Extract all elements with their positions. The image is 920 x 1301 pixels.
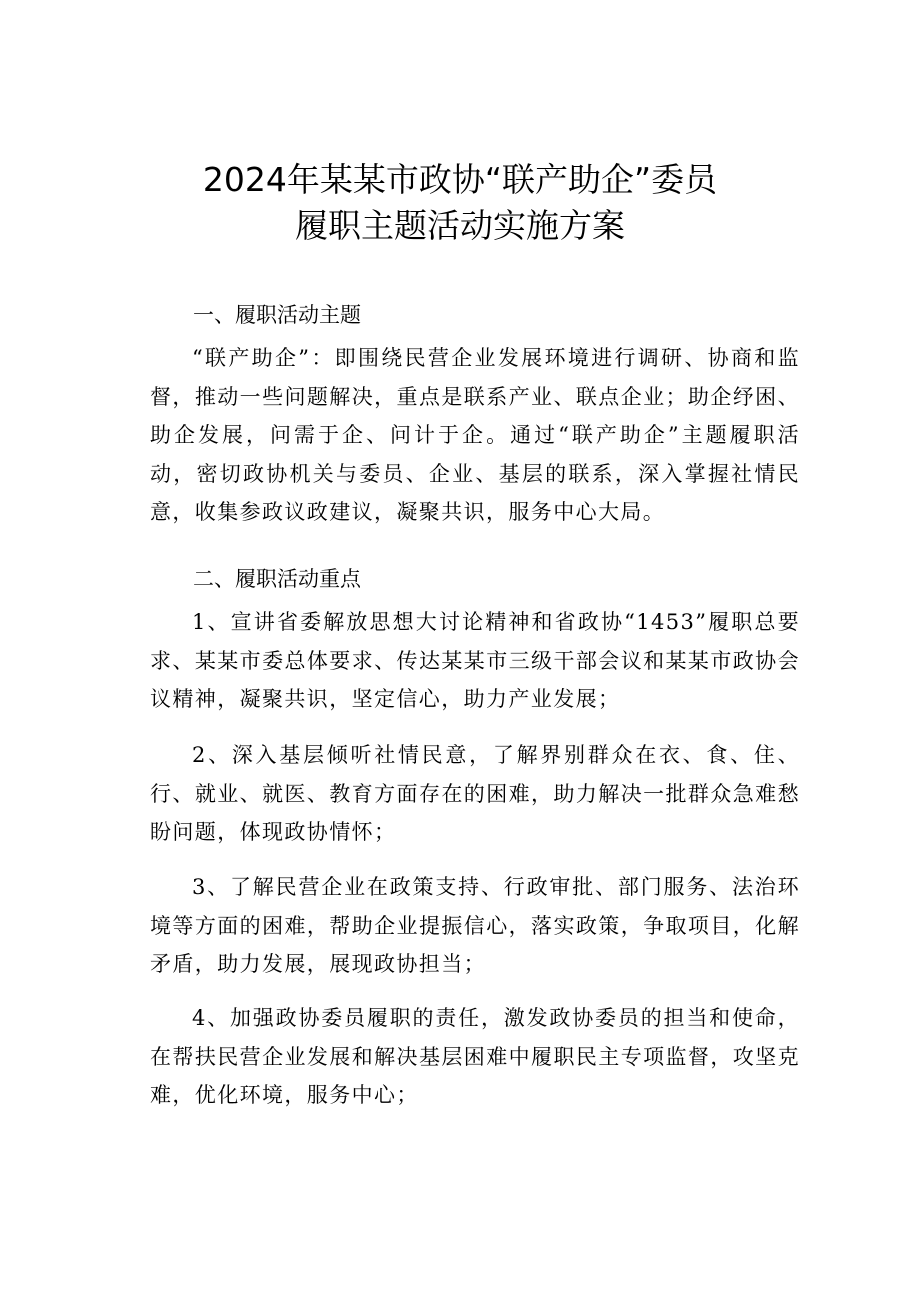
document-title-line-1: 2024年某某市政协“联产助企”委员 xyxy=(202,160,718,199)
paragraph-focus-item-4: 4、加强政协委员履职的责任，激发政协委员的担当和使命，在帮扶民营企业发展和解决基层困难中履职民主专项监督，攻坚克难，优化环境，服务中心； xyxy=(150,1006,800,1107)
paragraph-theme-description: “联产助企”：即围绕民营企业发展环境进行调研、协商和监督，推动一些问题解决，重点是联系产业、联点企业；助企纾困、助企发展，问需于企、问计于企。通过“联产助企”主题履职活动，密切政协机关与委员、企业、基层的联系，深入掌握社情民意，收集参政议政建议，凝聚共识，服务中心大局。 xyxy=(150,346,800,524)
paragraph-focus-item-1: 1、宣讲省委解放思想大讨论精神和省政协“1453”履职总要求、某某市委总体要求、传达某某市三级干部会议和某某市政协会议精神，凝聚共识，坚定信心，助力产业发展； xyxy=(150,610,800,711)
paragraph-focus-item-2: 2、深入基层倾听社情民意，了解界别群众在衣、食、住、行、就业、就医、教育方面存在的困难，助力解决一批群众急难愁盼问题，体现政协情怀； xyxy=(150,743,800,844)
paragraph-focus-item-3: 3、了解民营企业在政策支持、行政审批、部门服务、法治环境等方面的困难，帮助企业提振信心，落实政策，争取项目，化解矛盾，助力发展，展现政协担当； xyxy=(150,875,800,976)
document-title-line-2: 履职主题活动实施方案 xyxy=(295,206,625,245)
section-heading-focus: 二、履职活动重点 xyxy=(193,567,361,591)
section-heading-theme: 一、履职活动主题 xyxy=(193,303,361,327)
